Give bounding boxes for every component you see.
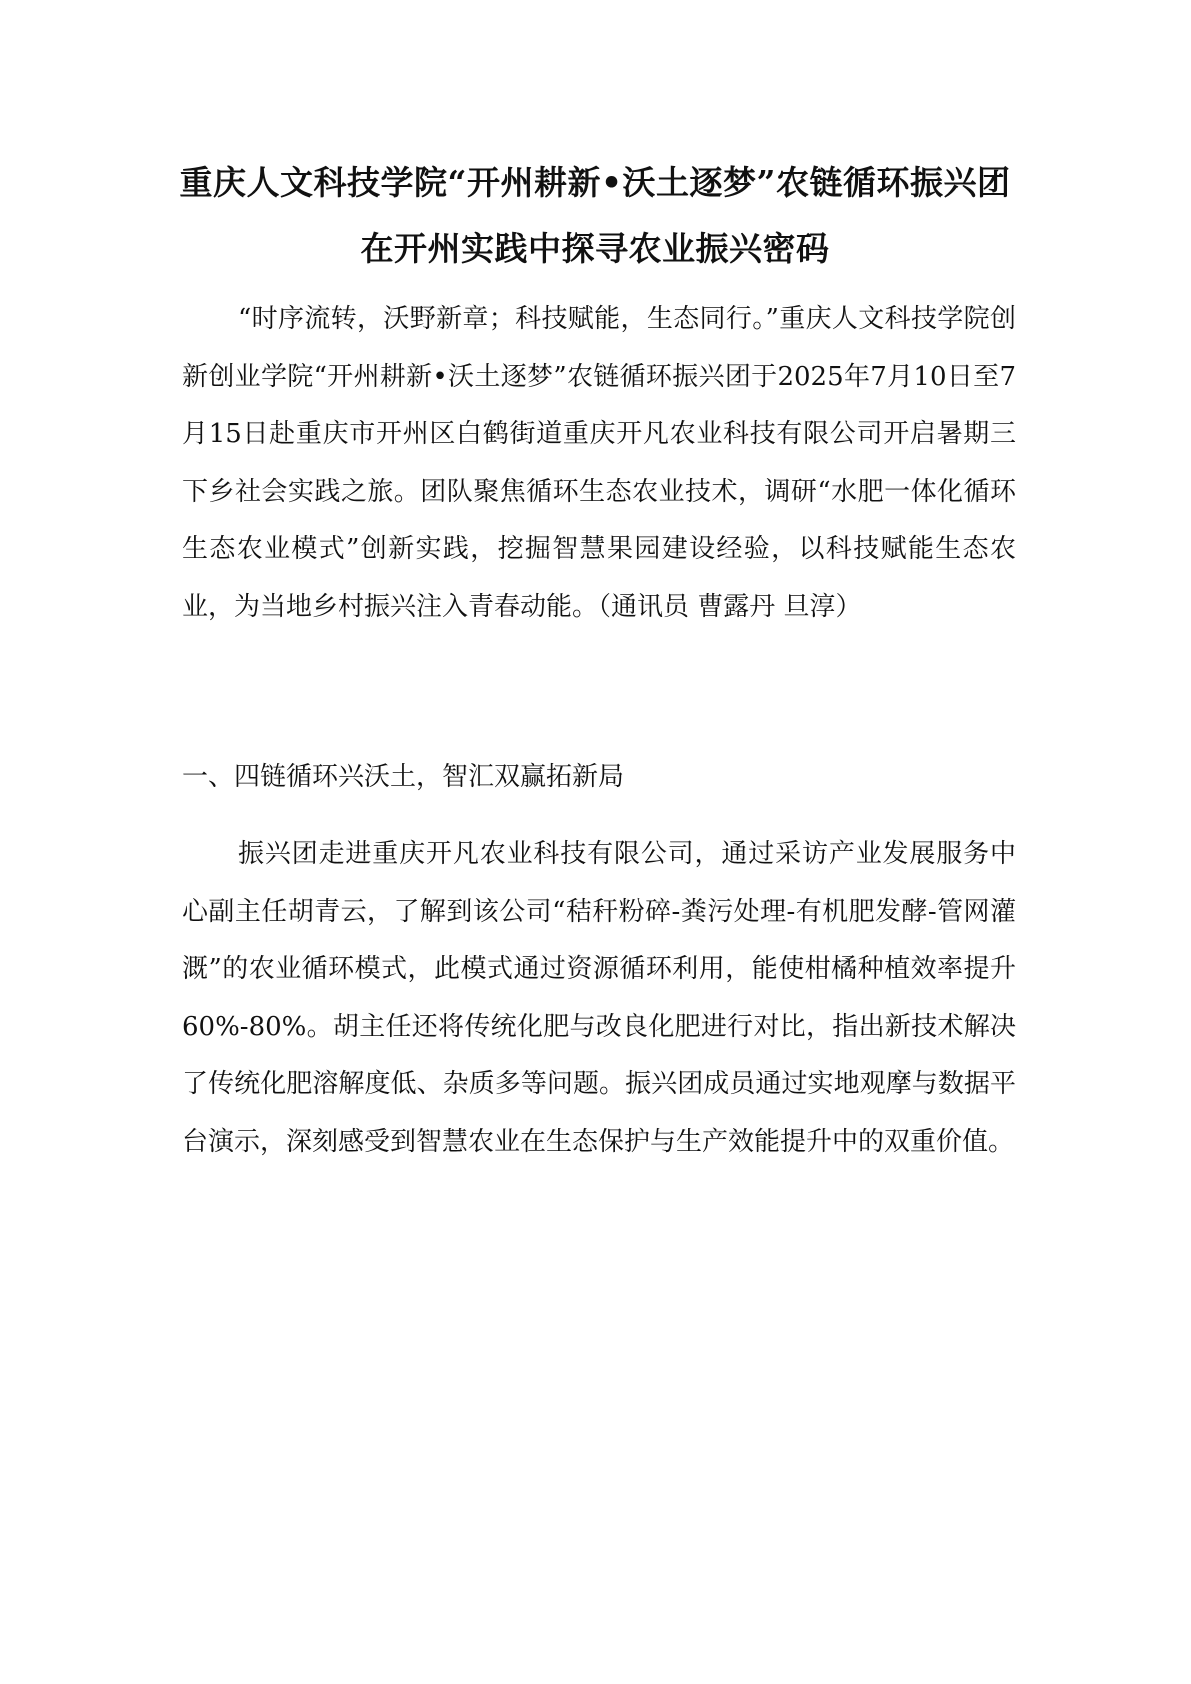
intro-paragraph: “时序流转，沃野新章；科技赋能，生态同行。”重庆人文科技学院创新创业学院“开州耕新•沃土逐梦”农链循环振兴团于2025年7月10日至7月15日赴重庆市开州区白鹤街道重庆开凡农业科技有限公司开启暑期三下乡社会实践之旅。团队聚焦循环生态农业技术，调研“水肥一体化循环生态农业模式”创新实践，挖掘智慧果园建设经验，以科技赋能生态农业，为当地乡村振兴注入青春动能。（通讯员 曹露丹 旦淳）	[182, 304, 1016, 622]
title-line-2: 在开州实践中探寻农业振兴密码	[360, 229, 830, 268]
section-1-paragraph: 振兴团走进重庆开凡农业科技有限公司，通过采访产业发展服务中心副主任胡青云，了解到该公司“秸秆粉碎-粪污处理-有机肥发酵-管网灌溉”的农业循环模式，此模式通过资源循环利用，能使柑橘种植效率提升60%-80%。胡主任还将传统化肥与改良化肥进行对比，指出新技术解决了传统化肥溶解度低、杂质多等问题。振兴团成员通过实地观摩与数据平台演示，深刻感受到智慧农业在生态保护与生产效能提升中的双重价值。	[182, 839, 1016, 1157]
document-title	[160, 150, 1030, 282]
section-1-heading: 一、四链循环兴沃土，智汇双赢拓新局	[182, 762, 625, 792]
title-line-1: 重庆人文科技学院“开州耕新•沃土逐梦”农链循环振兴团	[179, 163, 1011, 202]
